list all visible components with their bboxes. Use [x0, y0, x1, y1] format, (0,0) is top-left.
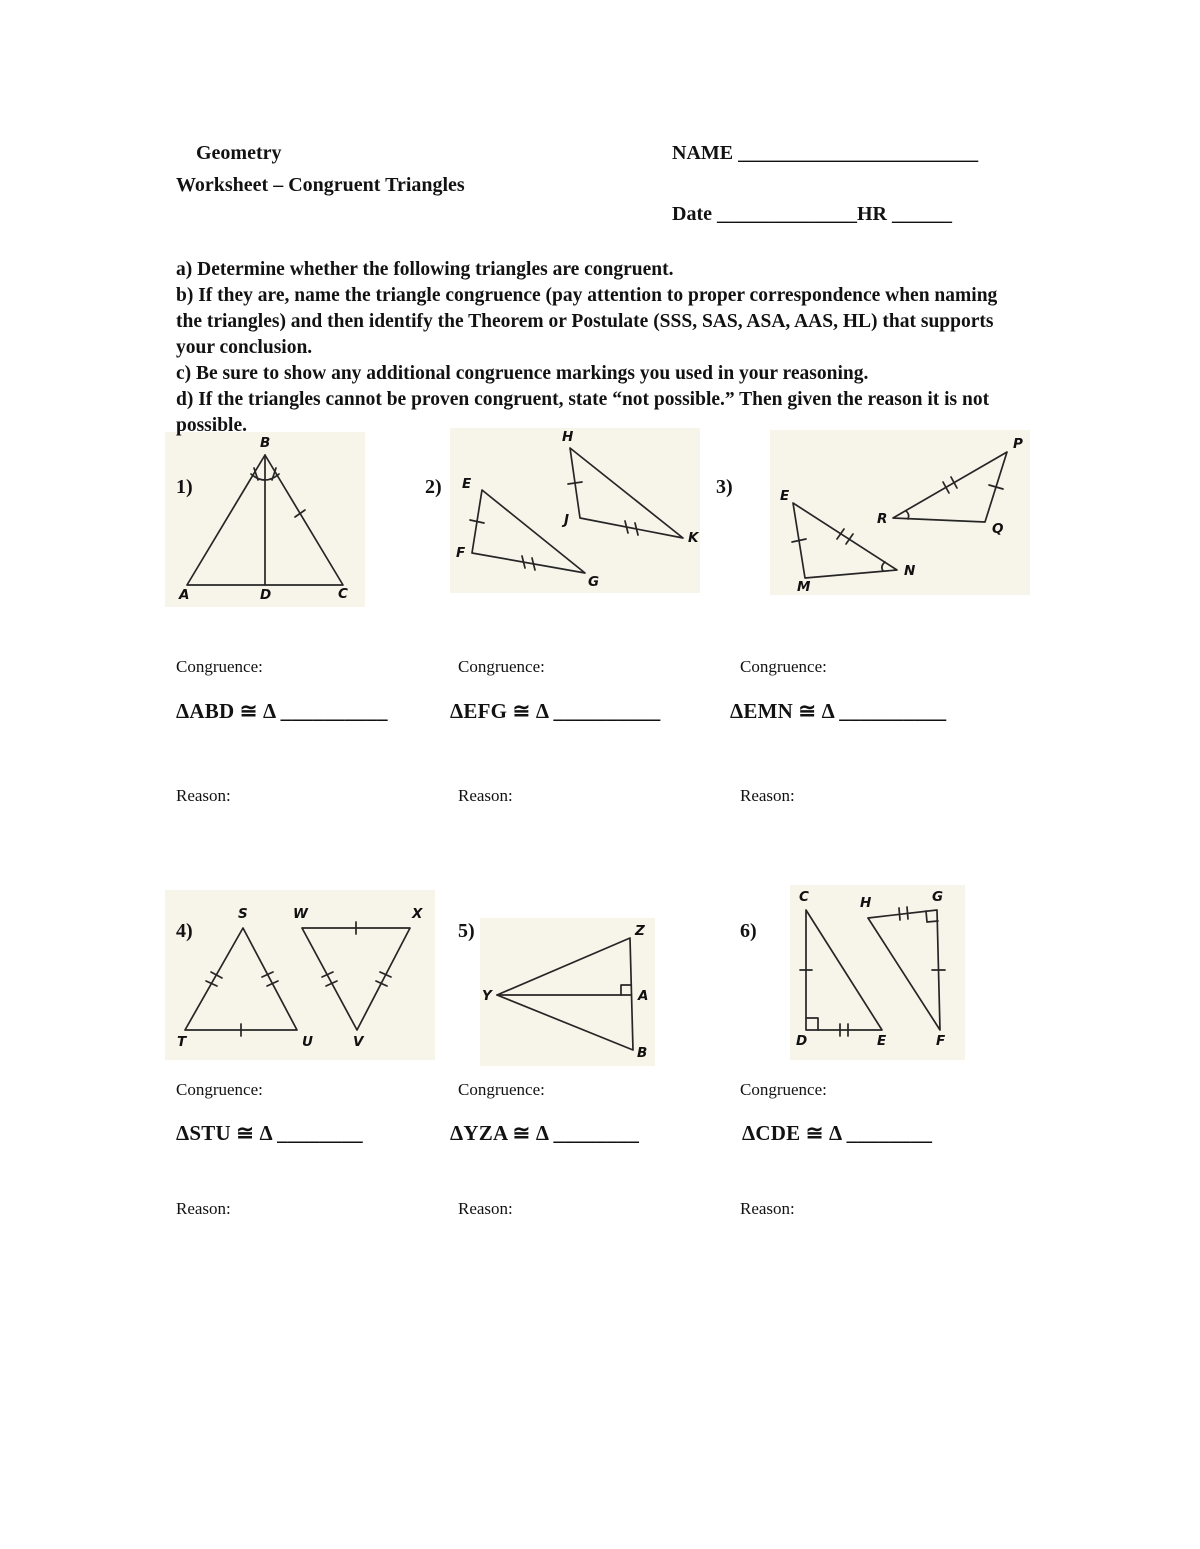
- vertex-label-V: V: [353, 1034, 364, 1050]
- triangle-STU: [185, 928, 297, 1036]
- triangle-WXV: [302, 922, 410, 1030]
- vertex-label-A: A: [638, 988, 649, 1004]
- right-angle-mark-A: [621, 985, 631, 995]
- tick-marks: [800, 970, 848, 1036]
- problem-4-number: 4): [176, 920, 193, 942]
- vertex-label-X: X: [412, 906, 423, 922]
- vertex-label-D: D: [796, 1033, 808, 1049]
- vertex-label-U: U: [302, 1034, 313, 1050]
- problem-5-number: 5): [458, 920, 475, 942]
- vertex-label-G: G: [932, 889, 944, 905]
- vertex-label-F: F: [936, 1033, 946, 1049]
- vertex-label-B: B: [637, 1045, 648, 1061]
- problem-5-reason-label: Reason:: [458, 1199, 513, 1218]
- triangle-STU-outline: [185, 928, 297, 1030]
- triangle-PRQ-outline: [893, 452, 1007, 522]
- diagram-2: [450, 428, 700, 593]
- problem-2-reason-label: Reason:: [458, 786, 513, 805]
- vertex-label-M: M: [797, 579, 811, 595]
- vertex-label-G: G: [588, 574, 600, 590]
- vertex-label-T: T: [177, 1034, 187, 1050]
- problem-6-reason-label: Reason:: [740, 1199, 795, 1218]
- vertex-label-K: K: [688, 530, 699, 546]
- triangle-HGF-outline: [868, 910, 940, 1030]
- vertex-label-A: A: [179, 587, 190, 603]
- problem-3-reason-label: Reason:: [740, 786, 795, 805]
- vertex-label-B: B: [260, 435, 271, 451]
- triangle-EFG-outline: [472, 490, 585, 573]
- problem-3-congruence-label: Congruence:: [740, 657, 827, 676]
- instruction-d: d) If the triangles cannot be proven congruent, state “not possible.” Then given the reason it is not possible.: [176, 389, 990, 436]
- triangle-YZB-outline: [497, 938, 633, 1050]
- diagram-4: [165, 890, 435, 1060]
- problem-6-number: 6): [740, 920, 757, 942]
- instruction-a: a) Determine whether the following triangles are congruent.: [176, 259, 674, 280]
- right-angle-mark-D: [806, 1018, 818, 1030]
- right-angle-mark-G: [926, 911, 938, 922]
- diagram-3: [770, 430, 1030, 595]
- problem-1-congruence-label: Congruence:: [176, 657, 263, 676]
- vertex-label-S: S: [238, 906, 248, 922]
- triangle-HGF: [868, 907, 945, 1030]
- problem-5-congruence-label: Congruence:: [458, 1080, 545, 1099]
- angle-arc-N: [882, 562, 885, 571]
- triangle-CDE-outline: [806, 910, 882, 1030]
- vertex-label-E: E: [877, 1033, 887, 1049]
- instructions: [176, 257, 1028, 439]
- triangle-CDE: [800, 910, 882, 1036]
- vertex-label-P: P: [1013, 436, 1023, 452]
- tick-marks: [322, 922, 391, 986]
- triangle-YZB: [497, 938, 633, 1050]
- problem-1-number: 1): [176, 476, 193, 498]
- vertex-label-D: D: [260, 587, 272, 603]
- vertex-label-R: R: [877, 511, 888, 527]
- vertex-label-J: J: [564, 512, 570, 528]
- vertex-label-F: F: [456, 545, 466, 561]
- triangle-ABC: [187, 455, 343, 585]
- vertex-label-Y: Y: [482, 988, 492, 1004]
- vertex-label-W: W: [293, 906, 308, 922]
- vertex-label-E: E: [780, 488, 790, 504]
- vertex-labels-1: [178, 435, 348, 603]
- problem-1-reason-label: Reason:: [176, 786, 231, 805]
- date-hr-field: Date ______________HR ______: [672, 203, 952, 225]
- name-field: NAME ________________________: [672, 142, 979, 164]
- triangle-EFG: [470, 490, 585, 573]
- problem-1-congruence-statement: ΔABD ≅ Δ __________: [176, 699, 388, 723]
- problem-4-reason-label: Reason:: [176, 1199, 231, 1218]
- vertex-label-C: C: [799, 889, 809, 905]
- diagram-5: [480, 918, 655, 1066]
- vertex-label-H: H: [860, 895, 872, 911]
- instruction-b: b) If they are, name the triangle congruence (pay attention to proper correspondence when naming the triangles) and then identify the Theorem or Postulate (SSS, SAS, ASA, AAS, HL) that supports your conclusion.: [176, 285, 998, 358]
- problem-2-congruence-label: Congruence:: [458, 657, 545, 676]
- problem-4-congruence-label: Congruence:: [176, 1080, 263, 1099]
- tick-marks: [206, 972, 278, 1036]
- problem-3-number: 3): [716, 476, 733, 498]
- vertex-label-Q: Q: [992, 521, 1004, 537]
- vertex-label-C: C: [338, 586, 348, 602]
- problem-2-congruence-statement: ΔEFG ≅ Δ __________: [450, 699, 661, 723]
- instruction-c: c) Be sure to show any additional congruence markings you used in your reasoning.: [176, 363, 869, 384]
- vertex-label-Z: Z: [635, 923, 645, 939]
- problem-4-congruence-statement: ΔSTU ≅ Δ ________: [176, 1121, 363, 1145]
- course-title: Geometry: [196, 142, 282, 164]
- vertex-label-H: H: [562, 429, 574, 445]
- vertex-label-N: N: [904, 563, 916, 579]
- problem-5-congruence-statement: ΔYZA ≅ Δ ________: [450, 1121, 640, 1145]
- diagram-6: [790, 885, 965, 1060]
- problem-6-congruence-statement: ΔCDE ≅ Δ ________: [742, 1121, 933, 1145]
- diagram-1: [165, 432, 365, 607]
- problem-2-number: 2): [425, 476, 442, 498]
- worksheet-title: Worksheet – Congruent Triangles: [176, 174, 465, 196]
- triangle-PRQ: [893, 452, 1007, 522]
- vertex-labels-5: [482, 923, 648, 1061]
- problem-3-congruence-statement: ΔEMN ≅ Δ __________: [730, 699, 947, 723]
- triangle-WXV-outline: [302, 928, 410, 1030]
- vertex-label-E: E: [462, 476, 472, 492]
- triangle-HJK: [568, 448, 683, 538]
- problem-6-congruence-label: Congruence:: [740, 1080, 827, 1099]
